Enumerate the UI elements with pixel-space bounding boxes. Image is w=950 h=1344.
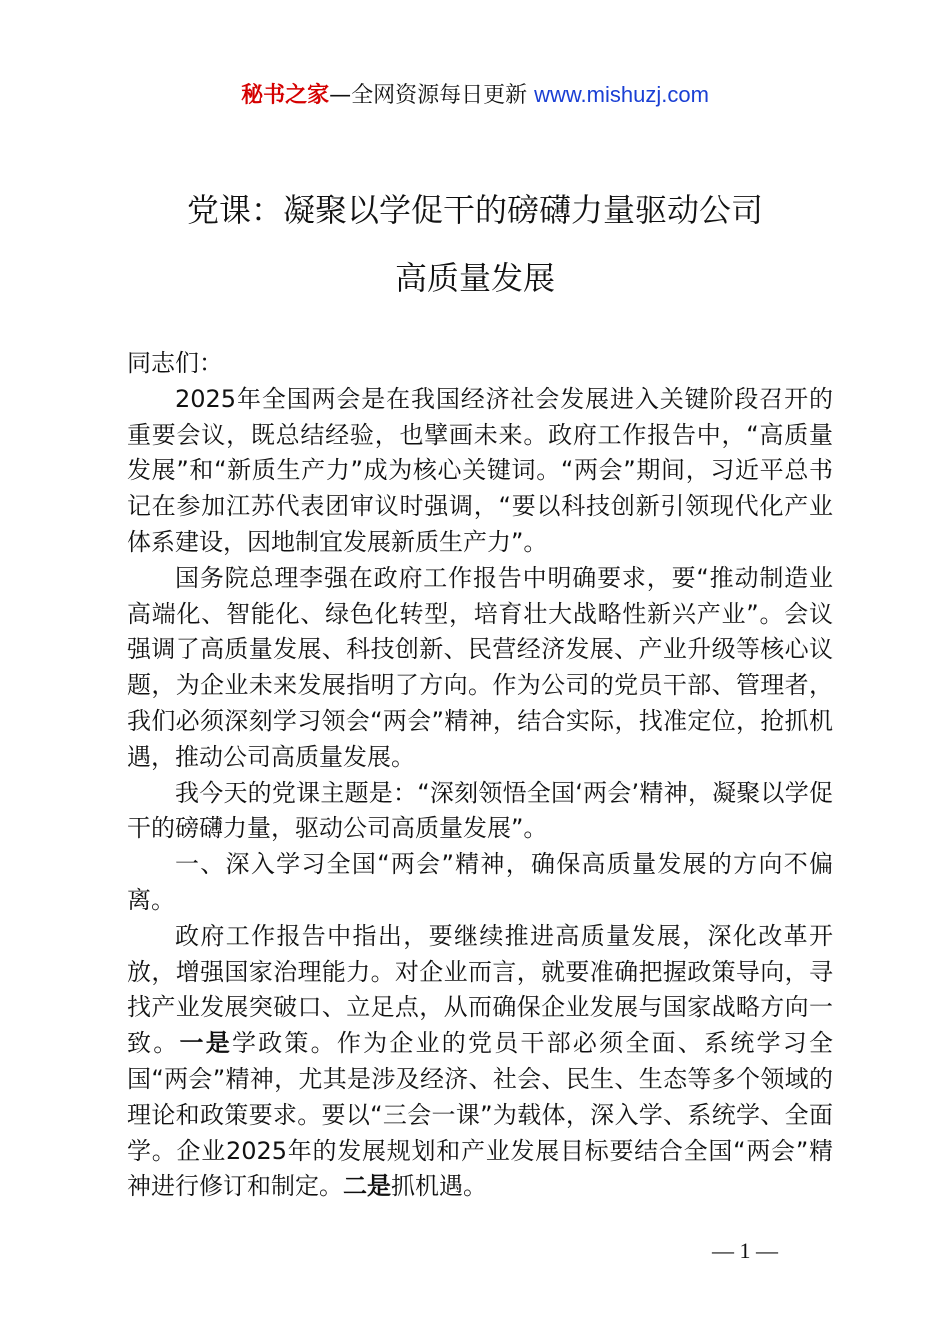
paragraph-1: 2025年全国两会是在我国经济社会发展进入关键阶段召开的重要会议，既总结经验，也擘画未来。政府工作报告中，“高质量发展”和“新质生产力”成为核心关键词。“两会”期间，习近平总书记在参加江苏代表团审议时强调，“要以科技创新引领现代化产业体系建设，因地制宜发展新质生产力”。 (127, 384, 833, 556)
document-body (127, 346, 833, 1205)
paragraph-5-part-c: 学政策。作为企业的党员干部必须全面、系统学习全国“两会”精神，尤其是涉及经济、社会、民生、生态等多个领域的理论和政策要求。要以“三会一课”为载体，深入学、系统学、全面学。企业2025年的发展规划和产业发展目标要结合全国“两会”精神进行修订和制定。 (127, 1029, 834, 1201)
site-header (0, 80, 950, 111)
brand-name: 秘书之家 (241, 83, 330, 108)
page-number: — 1 — (712, 1238, 778, 1263)
paragraph-5 (127, 919, 833, 1205)
section-heading-1: 一、深入学习全国“两会”精神，确保高质量发展的方向不偏离。 (127, 850, 833, 914)
paragraph-2: 国务院总理李强在政府工作报告中明确要求，要“推动制造业高端化、智能化、绿色化转型，培育壮大战略性新兴产业”。会议强调了高质量发展、科技创新、民营经济发展、产业升级等核心议题，为企业未来发展指明了方向。作为公司的党员干部、管理者，我们必须深刻学习领会“两会”精神，结合实际，找准定位，抢抓机遇，推动公司高质量发展。 (127, 563, 833, 771)
site-url[interactable]: www.mishuzj.com (534, 82, 709, 107)
paragraph-5-part-a: 政府工作报告中指出，要继续推进高质量发展，深化改革开放，增强国家治理能力。对企业而言，就要准确把握政策导向，寻找产业发展突破口、立足点，从而确保企业发展与国家战略方向一致。 (127, 921, 833, 1058)
document-title-line-1: 党课：凝聚以学促干的磅礴力量驱动公司 (186, 191, 763, 229)
paragraph-5-part-e: 抓机遇。 (391, 1172, 487, 1201)
paragraph-3: 我今天的党课主题是：“深刻领悟全国‘两会’精神，凝聚以学促干的磅礴力量，驱动公司高质量发展”。 (127, 778, 833, 843)
document-title-line-2: 高质量发展 (394, 259, 555, 297)
point-two-label: 二是 (343, 1172, 391, 1201)
salutation: 同志们： (127, 349, 223, 377)
header-tagline: —全网资源每日更新 (329, 83, 535, 108)
point-one-label: 一是 (179, 1029, 232, 1058)
